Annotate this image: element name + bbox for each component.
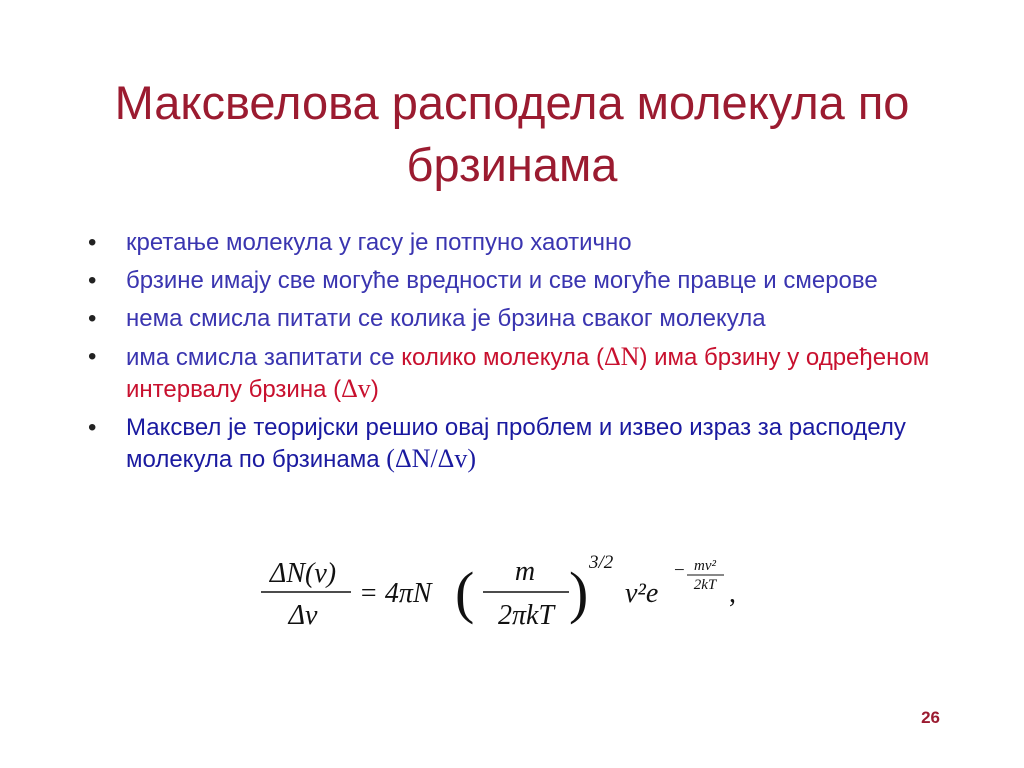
bullet-dot: • xyxy=(88,229,97,256)
bullet-item xyxy=(88,412,938,475)
delta-v-symbol: Δv xyxy=(341,374,371,403)
highlight-text: ) xyxy=(370,376,379,403)
bullet-dot: • xyxy=(88,305,97,332)
formula-right-paren: ) xyxy=(569,560,589,625)
bullet-text: нема смисла питати се колика је брзина сваког молекула xyxy=(126,305,766,332)
slide-title: Максвелова расподела молекула по брзинама xyxy=(114,76,910,191)
bullet-item xyxy=(88,227,938,258)
formula-comma: , xyxy=(729,578,736,609)
bullet-dot: • xyxy=(88,343,97,370)
highlight-text: има брзину у xyxy=(654,344,806,371)
formula-lhs-denominator: Δv xyxy=(288,600,318,631)
bullet-item xyxy=(88,265,938,296)
formula-frac-denominator: 2πkT xyxy=(497,600,555,631)
formula-exp-numerator: mv² xyxy=(694,558,716,574)
bullet-text-pre: има смисла запитати се xyxy=(126,344,402,371)
page-number: 26 xyxy=(921,708,940,727)
formula-v2e: v²e xyxy=(625,578,659,609)
bullet-dot: • xyxy=(88,414,97,441)
formula-exp-sign: − xyxy=(674,560,685,581)
formula-left-paren: ( xyxy=(455,560,475,625)
formula-power: 3/2 xyxy=(589,552,614,573)
ratio-symbol: (ΔN/Δv) xyxy=(386,444,477,473)
bullet-text: брзине имају све могуће вредности и све могуће правце и смерове xyxy=(126,267,878,294)
bullet-dot: • xyxy=(88,267,97,294)
formula-frac-numerator: m xyxy=(514,556,536,587)
delta-n-symbol: ΔN xyxy=(603,342,640,371)
bullet-text: кретање молекула у гасу је потпуно хаотично xyxy=(126,229,632,256)
highlight-text: ) xyxy=(639,344,655,371)
formula-lhs-numerator: ΔN(v) xyxy=(269,558,337,589)
formula-exp-denominator: 2kT xyxy=(693,577,717,593)
formula-equals: = 4πN xyxy=(359,578,432,609)
bullet-item xyxy=(88,303,938,334)
highlight-text: одређеном интервалу брзина ( xyxy=(126,344,930,403)
bullet-text: Максвел је теоријски решио овај проблем и извео израз за расподелу молекула по брзинама xyxy=(126,414,906,473)
highlight-text: колико молекула ( xyxy=(401,344,604,371)
bullet-item xyxy=(88,341,938,405)
maxwell-formula xyxy=(255,550,775,640)
bullet-list xyxy=(88,227,938,482)
